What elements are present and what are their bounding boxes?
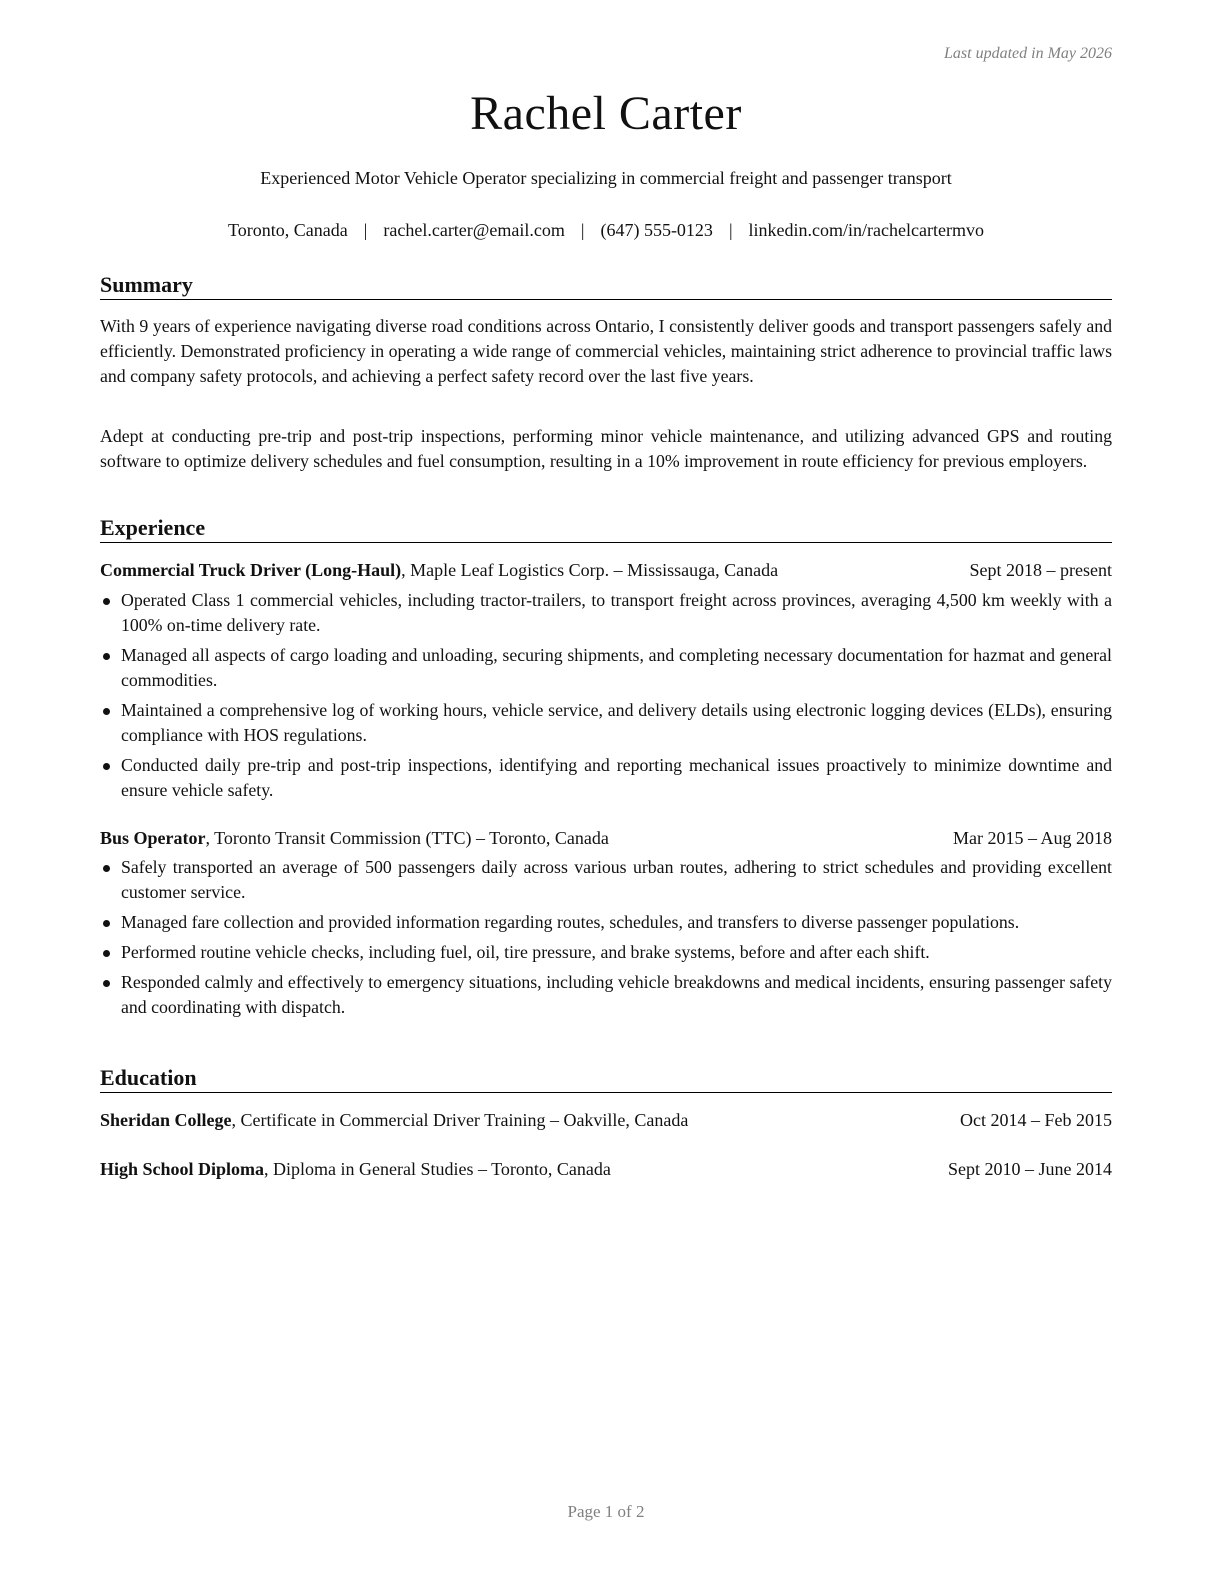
bullet-icon [103,598,110,605]
job-dates: Sept 2018 – present [969,560,1112,580]
bullet-icon [103,865,110,872]
last-updated-note: Last updated in May 2026 [944,45,1112,62]
bullet-text: Responded calmly and effectively to emergency situations, including vehicle breakdowns and medical incidents, ensuring passenger safety and coordinating with dispatch. [121,972,1112,1017]
education-entry [100,1157,1112,1182]
job-bullets [100,855,1112,1025]
education-title-line [100,1108,688,1133]
candidate-name: Rachel Carter [470,87,742,140]
job-bullets [100,588,1112,808]
resume-page [100,0,1112,1584]
job-title-line [100,558,778,583]
bullet-text: Operated Class 1 commercial vehicles, including tractor-trailers, to transport freight across provinces, averaging 4,500 km weekly with a 100% on-time delivery rate. [121,590,1112,635]
summary-heading: Summary [100,271,1112,300]
page-number: Page 1 of 2 [567,1502,645,1521]
bullet-icon [103,920,110,927]
education-detail: , Diploma in General Studies – Toronto, Canada [264,1159,611,1179]
contact-linkedin[interactable]: linkedin.com/in/rachelcartermvo [748,220,984,240]
bullet-icon [103,763,110,770]
job-role: Commercial Truck Driver (Long-Haul) [100,560,402,580]
education-entry [100,1108,1112,1133]
experience-heading: Experience [100,514,1112,543]
bullet-icon [103,653,110,660]
list-item [100,910,1112,935]
education-school: High School Diploma [100,1159,265,1179]
contact-separator: | [728,220,733,240]
list-item [100,698,1112,748]
job-org: , Toronto Transit Commission (TTC) – Toronto, Canada [205,828,609,848]
bullet-text: Performed routine vehicle checks, including fuel, oil, tire pressure, and brake systems, before and after each shift. [121,942,930,962]
list-item [100,643,1112,693]
bullet-icon [103,980,110,987]
bullet-text: Managed all aspects of cargo loading and unloading, securing shipments, and completing necessary documentation for hazmat and general commodities. [121,645,1112,690]
list-item [100,753,1112,803]
contact-email[interactable]: rachel.carter@email.com [383,220,565,240]
bullet-icon [103,708,110,715]
contact-location: Toronto, Canada [228,220,348,240]
contact-line [100,220,1112,241]
bullet-icon [103,950,110,957]
bullet-text: Maintained a comprehensive log of working hours, vehicle service, and delivery details using electronic logging devices (ELDs), ensuring compliance with HOS regulations. [121,700,1112,745]
education-detail: , Certificate in Commercial Driver Training – Oakville, Canada [231,1110,689,1130]
summary-paragraph-2: Adept at conducting pre-trip and post-trip inspections, performing minor vehicle maintenance, and utilizing advanced GPS and routing software to optimize delivery schedules and fuel consumption, resulting in a 10% improvement in route efficiency for previous employers. [100,426,1112,471]
education-title-line [100,1157,611,1182]
list-item [100,588,1112,638]
contact-phone: (647) 555-0123 [600,220,713,240]
summary-paragraph-1: With 9 years of experience navigating diverse road conditions across Ontario, I consistently deliver goods and transport passengers safely and efficiently. Demonstrated proficiency in operating a wide range of commercial vehicles, maintaining strict adherence to provincial traffic laws and company safety protocols, and achieving a perfect safety record over the last five years. [100,316,1112,386]
tagline: Experienced Motor Vehicle Operator specializing in commercial freight and passenger transport [260,168,952,188]
education-dates: Sept 2010 – June 2014 [948,1159,1112,1179]
bullet-text: Managed fare collection and provided information regarding routes, schedules, and transfers to diverse passenger populations. [121,912,1020,932]
list-item [100,855,1112,905]
education-heading: Education [100,1064,1112,1093]
job-title-line [100,826,609,851]
job-dates: Mar 2015 – Aug 2018 [953,828,1112,848]
job-org: , Maple Leaf Logistics Corp. – Mississauga, Canada [401,560,779,580]
job-header [100,558,1112,583]
bullet-text: Safely transported an average of 500 passengers daily across various urban routes, adhering to strict schedules and providing excellent customer service. [121,857,1112,902]
list-item [100,940,1112,965]
contact-separator: | [580,220,585,240]
bullet-text: Conducted daily pre-trip and post-trip inspections, identifying and reporting mechanical issues proactively to minimize downtime and ensure vehicle safety. [121,755,1112,800]
contact-separator: | [363,220,368,240]
list-item [100,970,1112,1020]
education-school: Sheridan College [100,1110,232,1130]
job-header [100,826,1112,851]
job-role: Bus Operator [100,828,206,848]
education-dates: Oct 2014 – Feb 2015 [960,1110,1112,1130]
